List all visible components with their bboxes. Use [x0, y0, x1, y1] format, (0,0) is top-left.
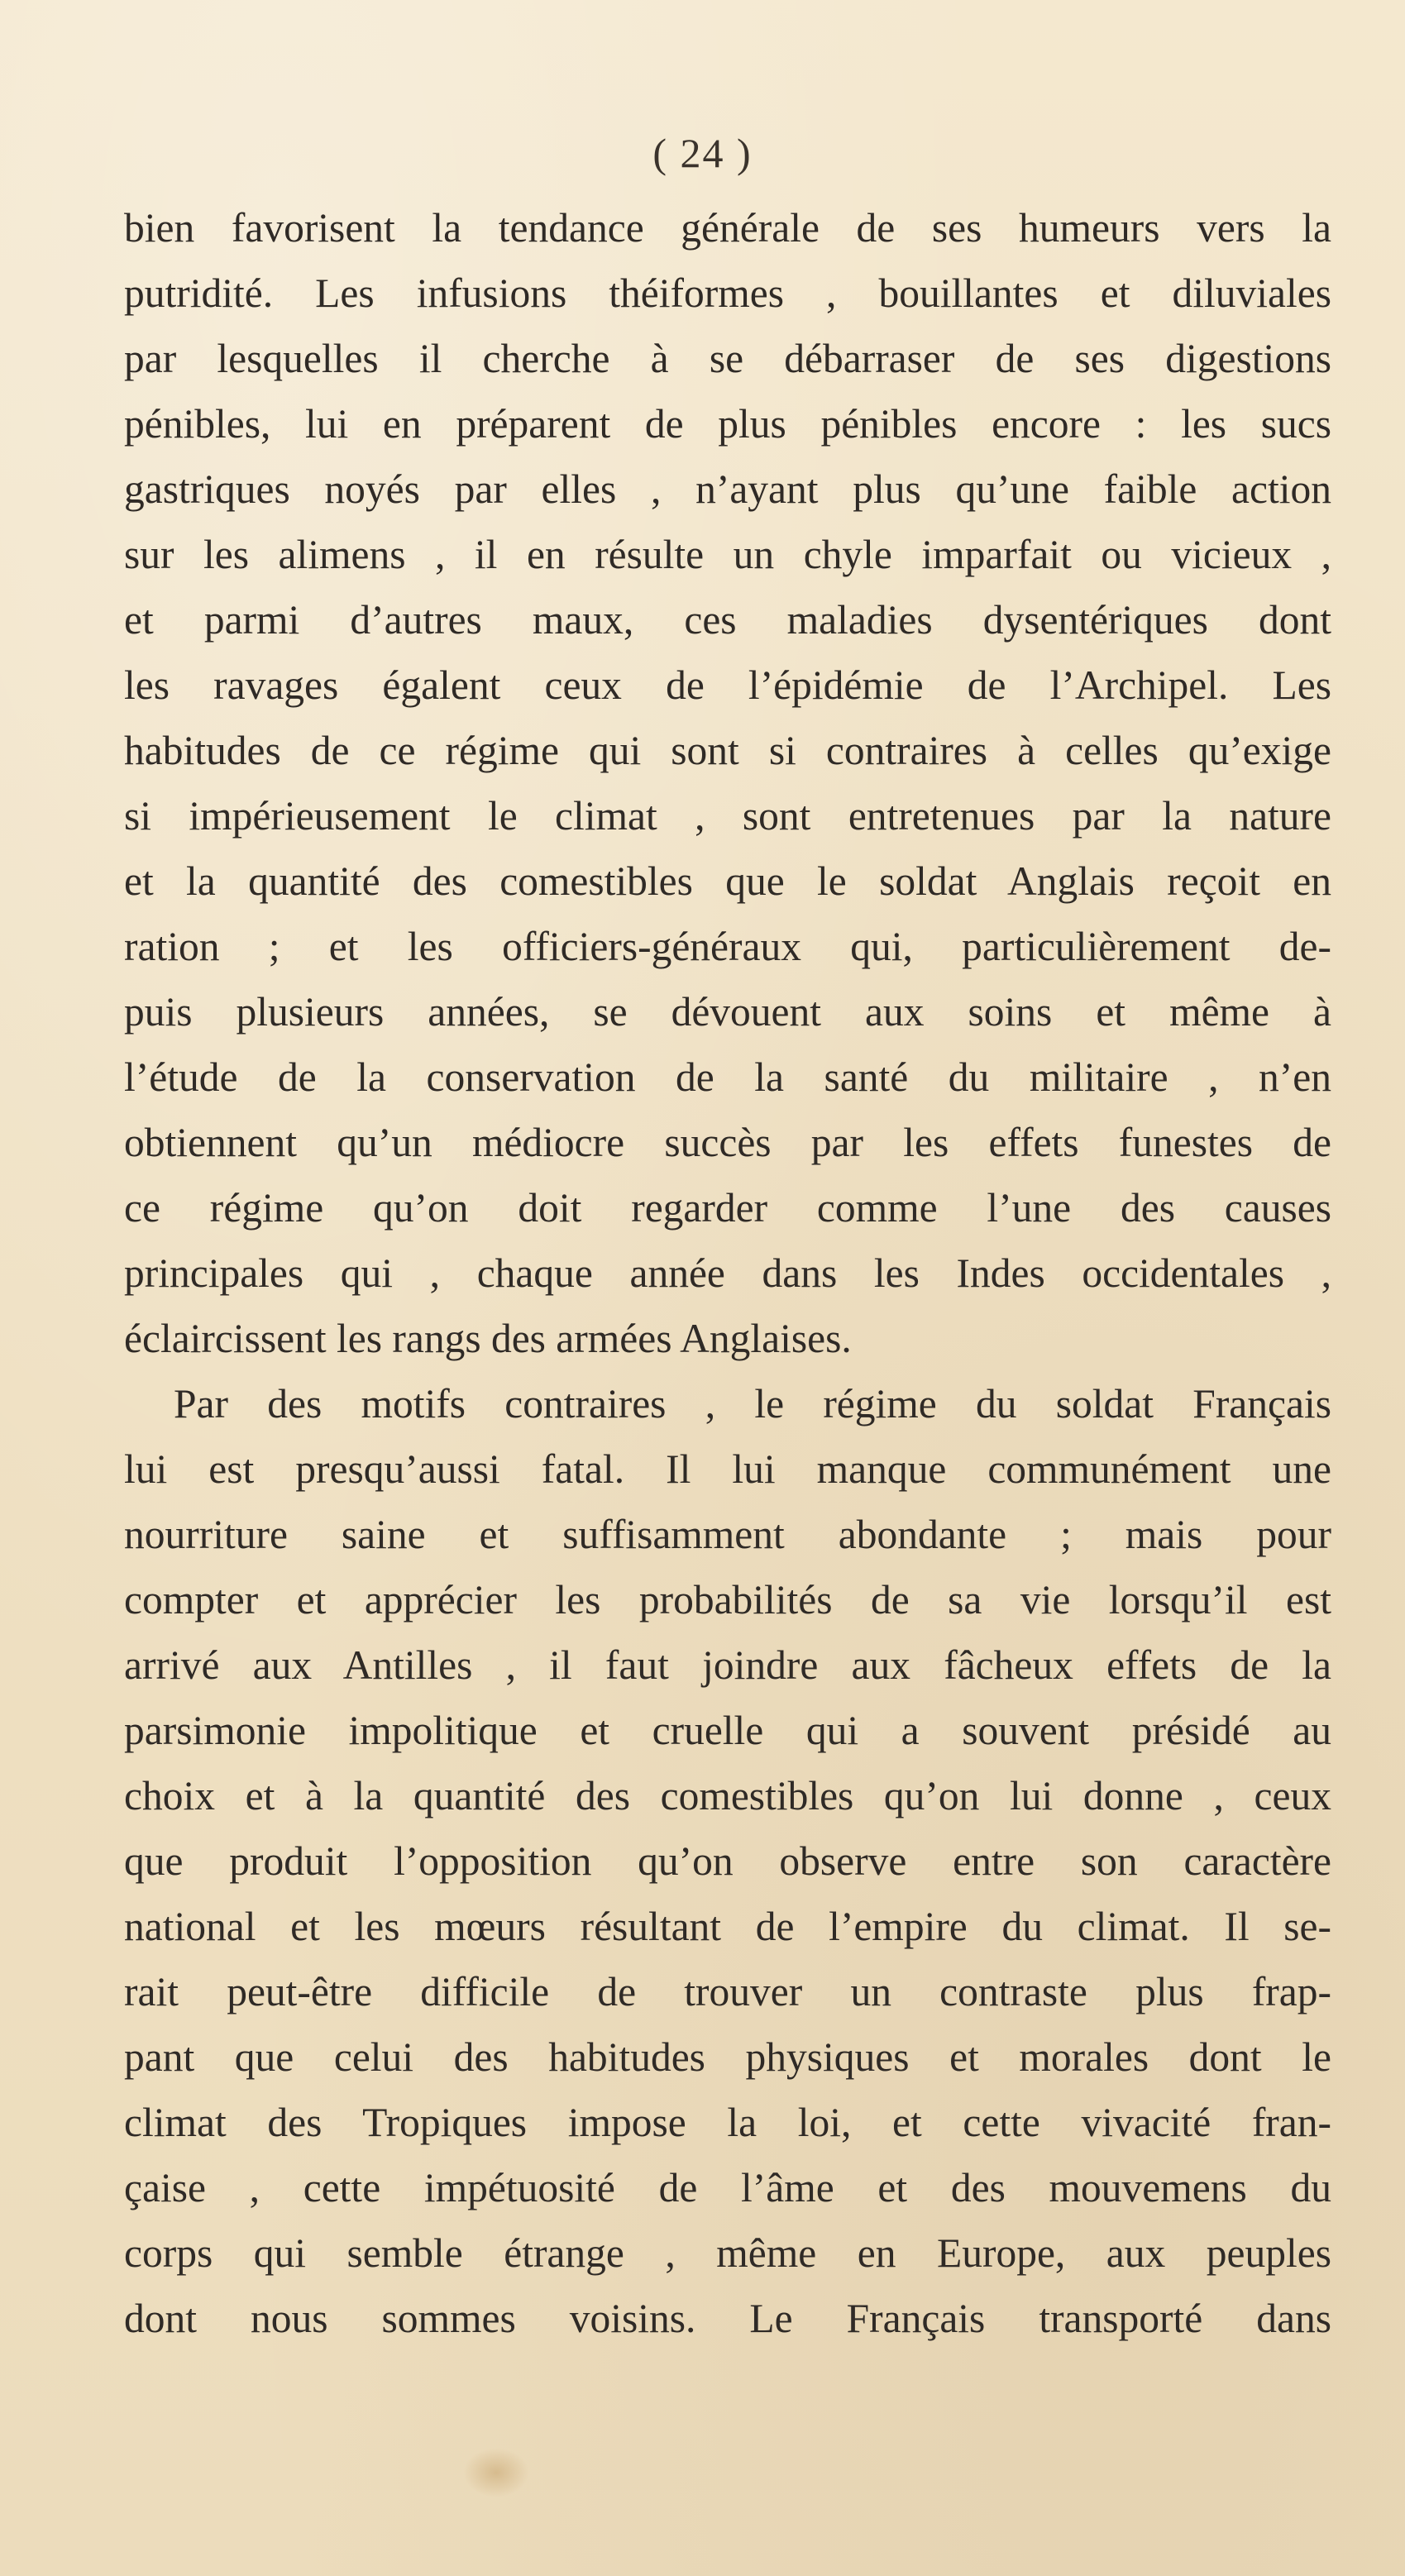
text-line: pénibles, lui en préparent de plus pénibles encore : les sucs: [124, 401, 1331, 447]
text-line: bien favorisent la tendance générale de ses humeurs vers la: [124, 205, 1331, 251]
body-text: [124, 195, 1331, 2351]
text-line: national et les mœurs résultant de l’empire du climat. Il se-: [124, 1904, 1331, 1949]
text-line: arrivé aux Antilles , il faut joindre aux fâcheux effets de la: [124, 1642, 1331, 1688]
text-line: ration ; et les officiers-généraux qui, particulièrement de-: [124, 924, 1331, 969]
text-line: que produit l’opposition qu’on observe entre son caractère: [124, 1838, 1331, 1884]
text-line: sur les alimens , il en résulte un chyle imparfait ou vicieux ,: [124, 532, 1331, 577]
text-line: si impérieusement le climat , sont entretenues par la nature: [124, 793, 1331, 839]
text-line: principales qui , chaque année dans les Indes occidentales ,: [124, 1250, 1331, 1296]
text-line: puis plusieurs années, se dévouent aux soins et même à: [124, 989, 1331, 1035]
text-line: habitudes de ce régime qui sont si contraires à celles qu’exige: [124, 728, 1331, 773]
text-line: corps qui semble étrange , même en Europe, aux peuples: [124, 2230, 1331, 2276]
text-line: dont nous sommes voisins. Le Français transporté dans: [124, 2296, 1331, 2341]
text-line: par lesquelles il cherche à se débarraser de ses digestions: [124, 336, 1331, 381]
text-line: obtiennent qu’un médiocre succès par les effets funestes de: [124, 1120, 1331, 1165]
text-line: rait peut-être difficile de trouver un contraste plus frap-: [124, 1969, 1331, 2014]
text-line: choix et à la quantité des comestibles qu’on lui donne , ceux: [124, 1773, 1331, 1818]
paper-stain: [463, 2448, 529, 2497]
paragraph-start-line: Par des motifs contraires , le régime du soldat Français: [174, 1381, 1331, 1427]
text-line: compter et apprécier les probabilités de sa vie lorsqu’il est: [124, 1577, 1331, 1623]
text-line: ce régime qu’on doit regarder comme l’une des causes: [124, 1185, 1331, 1231]
text-line: et la quantité des comestibles que le soldat Anglais reçoit en: [124, 858, 1331, 904]
text-line: l’étude de la conservation de la santé du militaire , n’en: [124, 1054, 1331, 1100]
text-line: nourriture saine et suffisamment abondante ; mais pour: [124, 1512, 1331, 1557]
text-line: lui est presqu’aussi fatal. Il lui manque communément une: [124, 1446, 1331, 1492]
text-line: les ravages égalent ceux de l’épidémie de l’Archipel. Les: [124, 662, 1331, 708]
text-line: gastriques noyés par elles , n’ayant plus qu’une faible action: [124, 466, 1331, 512]
text-line: et parmi d’autres maux, ces maladies dysentériques dont: [124, 597, 1331, 643]
text-line: climat des Tropiques impose la loi, et cette vivacité fran-: [124, 2100, 1331, 2145]
paragraph-end-line: éclaircissent les rangs des armées Anglaises.: [124, 1316, 852, 1361]
text-line: parsimonie impolitique et cruelle qui a souvent présidé au: [124, 1708, 1331, 1753]
text-line: pant que celui des habitudes physiques et morales dont le: [124, 2034, 1331, 2080]
text-line: çaise , cette impétuosité de l’âme et des mouvemens du: [124, 2165, 1331, 2210]
page-number: ( 24 ): [652, 130, 753, 176]
text-line: putridité. Les infusions théiformes , bouillantes et diluviales: [124, 270, 1331, 316]
